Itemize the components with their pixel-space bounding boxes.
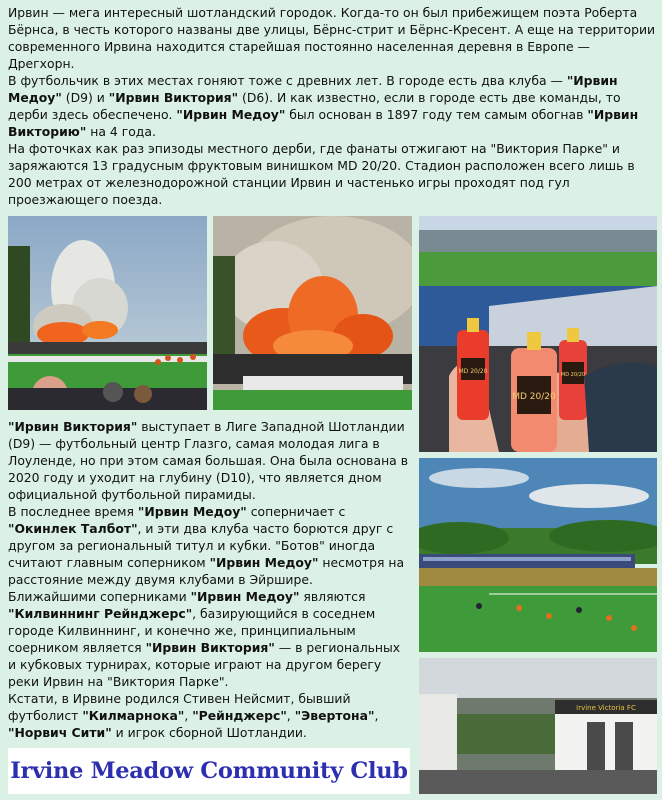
clubhouse-sign: Irvine Victoria FC (576, 704, 636, 712)
club-name: "Ирвин Медоу" (8, 73, 618, 105)
body-paragraph-4: Кстати, в Ирвине родился Стивен Нейсмит, бывший футболист "Килмарнока", "Рейнджерс", "Эвертона", "Норвич Сити" и игрок сборной Шотландии. (8, 691, 379, 740)
photo-train-pitch (419, 458, 657, 652)
club-name: "Ирвин Викторию" (8, 107, 639, 139)
club-name: "Ирвин Медоу" (209, 555, 319, 570)
intro-paragraph-2: В футбольчик в этих местах гоняют тоже с древних лет. В городе есть два клуба — "Ирвин Медоу" (D9) и "Ирвин Виктория" (D6). И как известно, если в городе есть две команды, то дерби здесь обеспечено. "Ирвин Медоу" был основан в 1897 году тем самым обогнав "Ирвин Викторию" на 4 года. (8, 73, 639, 139)
article-text (8, 418, 412, 741)
club-name: "Ирвин Виктория" (145, 640, 275, 655)
club-name: "Ирвин Медоу" (137, 504, 247, 519)
intro-paragraph-1: Ирвин — мега интересный шотландский городок. Когда-то он был прибежищем поэта Роберта Бёрнса, в честь которого названы две улицы, Бёрнс-стрит и Бёрнс-Кресент. А еще на территории современного Ирвина находится старейшая постоянно населенная деревня в Европе — Дрегхорн. (8, 5, 656, 71)
club-name: "Рейнджерс" (192, 708, 287, 723)
photo-md2020-bottles (419, 216, 657, 452)
photo-clubhouse (419, 658, 657, 794)
club-name: "Килмарнока" (82, 708, 185, 723)
community-club-banner (8, 748, 410, 794)
club-name: "Ирвин Медоу" (176, 107, 286, 122)
bottle-label-3: MD 20/20 (560, 372, 586, 378)
intro-paragraph-3: На фоточках как раз эпизоды местного дерби, где фанаты отжигают на "Виктория Парке" и заряжаются 13 градусным фруктовым винишком MD 20/20. Стадион расположен всего лишь в 200 метрах от железнодорожной станции Ирвин и частенько игры проходят под гул проезжающего поезда. (8, 141, 635, 207)
bottle-label-2: MD 20/20 (512, 392, 556, 402)
photo-pyro-smoke-2 (213, 216, 412, 410)
bottle-label-1: MD 20/20 (458, 368, 488, 375)
photo-pyro-smoke-1 (8, 216, 207, 410)
club-name: "Килвиннинг Рейнджерс" (8, 606, 193, 621)
body-paragraph-1: "Ирвин Виктория" выступает в Лиге Западной Шотландии (D9) — футбольный центр Глазго, самая молодая лига в Лоуленде, но при этом самая большая. Она была основана в 2020 году и уходит на глубину (D10), что является дном официальной футбольной пирамиды. (8, 419, 409, 502)
club-name: "Ирвин Виктория" (8, 419, 138, 434)
club-name: "Ирвин Медоу" (190, 589, 300, 604)
intro-text (8, 4, 656, 208)
club-name: "Ирвин Виктория" (108, 90, 239, 105)
banner-title: Irvine Meadow Community Club (10, 758, 408, 784)
club-name: "Окинлек Талбот" (8, 521, 138, 536)
club-name: "Норвич Сити" (8, 725, 112, 740)
body-paragraph-2: В последнее время "Ирвин Медоу" соперничает с "Окинлек Талбот", и эти два клуба часто борются друг с другом за региональный титул и кубки. "Ботов" иногда считают главным соперником "Ирвин Медоу" несмотря на расстояние между двумя клубами в Эйршире. (8, 504, 405, 587)
club-name: "Эвертона" (294, 708, 375, 723)
body-paragraph-3: Ближайшими соперниками "Ирвин Медоу" являются "Килвиннинг Рейнджерс", базирующийся в соседнем городе Килвиннинг, и конечно же, принципиальным соерником является "Ирвин Виктория" — в региональных и кубковых турнирах, которые играют на другом берегу реки Ирвин на "Виктория Парке". (8, 589, 401, 689)
